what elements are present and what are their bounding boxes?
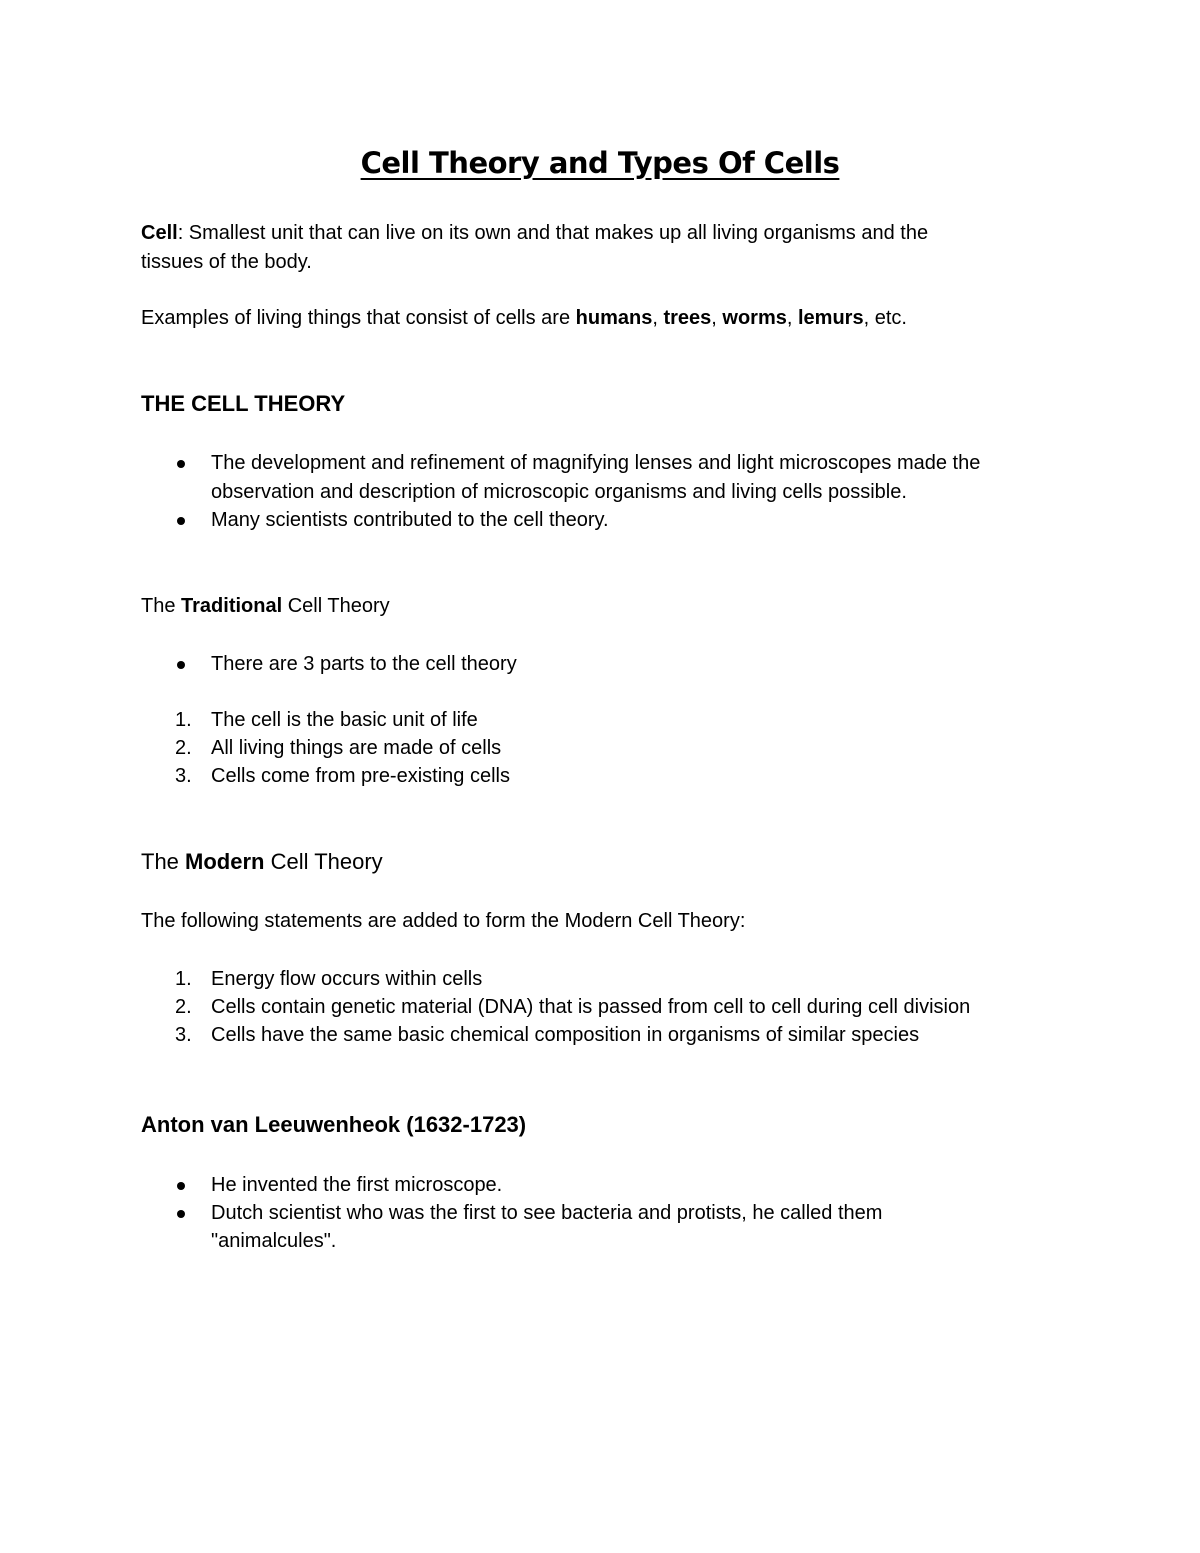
leeuwenhoek-heading: Anton van Leeuwenheok (1632-1723): [141, 1112, 527, 1137]
modern-item-number: 3.: [175, 1024, 192, 1046]
modern-heading: [141, 848, 383, 876]
traditional-item-number: 2.: [175, 737, 192, 759]
modern-item-number: 2.: [175, 996, 192, 1018]
example-humans: humans: [575, 307, 653, 329]
traditional-item-number: 3.: [175, 765, 192, 787]
cell-theory-bullet-2: Many scientists contributed to the cell theory.: [211, 509, 609, 531]
cell-theory-bullet-1-line-2: observation and description of microscopic organisms and living cells possible.: [211, 481, 907, 503]
bullet-icon: [177, 661, 185, 669]
definition-text: : Smallest unit that can live on its own and that makes up all living organisms and the: [177, 222, 929, 244]
page-title: Cell Theory and Types Of Cells: [360, 146, 840, 180]
definition-line-1: [141, 219, 928, 247]
examples-prefix: Examples of living things that consist of cells are: [141, 307, 576, 329]
modern-bold: Modern: [185, 849, 265, 874]
leeuwenhoek-bullet-2-line-2: "animalcules".: [211, 1230, 337, 1252]
examples-separator: ,: [652, 307, 664, 329]
leeuwenhoek-bullet-1: He invented the first microscope.: [211, 1174, 503, 1196]
example-trees: trees: [663, 307, 712, 329]
modern-prefix: The: [141, 849, 186, 874]
traditional-heading: [141, 592, 390, 620]
cell-theory-heading: THE CELL THEORY: [141, 391, 346, 416]
traditional-prefix: The: [141, 595, 182, 617]
modern-suffix: Cell Theory: [264, 849, 383, 874]
traditional-bold: Traditional: [181, 595, 283, 617]
traditional-item-text: The cell is the basic unit of life: [211, 709, 478, 731]
example-worms: worms: [722, 307, 787, 329]
examples-separator: ,: [786, 307, 798, 329]
modern-item-text: Energy flow occurs within cells: [211, 968, 483, 990]
modern-item-text: Cells contain genetic material (DNA) that is passed from cell to cell during cell division: [211, 996, 971, 1018]
bullet-icon: [177, 1210, 185, 1218]
examples-suffix: , etc.: [863, 307, 907, 329]
example-lemurs: lemurs: [798, 307, 864, 329]
modern-item-number: 1.: [175, 968, 192, 990]
examples-line: [141, 304, 907, 332]
bullet-icon: [177, 460, 185, 468]
traditional-suffix: Cell Theory: [282, 595, 390, 617]
leeuwenhoek-bullet-2-line-1: Dutch scientist who was the first to see bacteria and protists, he called them: [211, 1202, 883, 1224]
modern-intro: The following statements are added to form the Modern Cell Theory:: [141, 910, 746, 932]
cell-theory-bullet-1-line-1: The development and refinement of magnifying lenses and light microscopes made the: [211, 452, 981, 474]
modern-item-text: Cells have the same basic chemical composition in organisms of similar species: [211, 1024, 920, 1046]
traditional-item-number: 1.: [175, 709, 192, 731]
bullet-icon: [177, 1182, 185, 1190]
traditional-item-text: All living things are made of cells: [211, 737, 502, 759]
definition-term: Cell: [141, 222, 178, 244]
traditional-bullet: There are 3 parts to the cell theory: [211, 653, 517, 675]
definition-line-2: tissues of the body.: [141, 251, 312, 273]
traditional-item-text: Cells come from pre-existing cells: [211, 765, 510, 787]
bullet-icon: [177, 517, 185, 525]
examples-separator: ,: [711, 307, 723, 329]
